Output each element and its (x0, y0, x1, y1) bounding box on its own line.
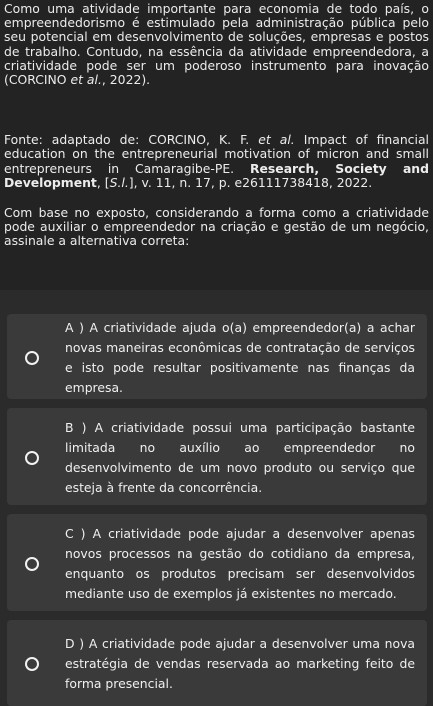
source-paragraph (4, 133, 429, 190)
source-etal: et al. (258, 132, 295, 148)
question-statement (0, 0, 433, 290)
option-a-text (65, 318, 415, 398)
source-journal: Research, Society and Development (4, 160, 429, 190)
answer-options (0, 290, 433, 706)
option-c-letter: C ) (65, 525, 86, 541)
source-details: ], v. 11, n. 17, p. e26111738418, 2022. (128, 174, 373, 190)
option-b[interactable] (7, 408, 427, 505)
option-d-letter: D ) (65, 636, 85, 651)
option-c[interactable] (7, 514, 427, 611)
context-etal: et al. (70, 72, 102, 88)
source-sl: S.l. (109, 174, 129, 190)
context-paragraph (4, 2, 429, 87)
question-prompt: Com base no exposto, considerando a forma como a criatividade pode auxiliar o empreendedor na criação e gestão de um negócio, assinale a alternativa correta: (4, 205, 429, 249)
option-c-label: A criatividade pode ajudar a desenvolver apenas novos processos na gestão do cotidiano da empresa, enquanto os produtos precisam ser desenvolvidos mediante uso de exemplos já existentes no mercado. (65, 525, 415, 601)
option-b-letter: B ) (65, 419, 87, 435)
option-a-label: A criatividade ajuda o(a) empreendedor(a) a achar novas maneiras econômicas de contratação de serviços e isto pode resultar positivamente nas finanças da empresa. (65, 319, 415, 395)
option-c-text (65, 524, 415, 604)
option-b-label: A criatividade possui uma participação bastante limitada no auxílio ao empreendedor no desenvolvimento de um novo produto ou serviço que esteja à frente da concorrência. (65, 419, 415, 495)
context-end: , 2022). (101, 72, 151, 88)
option-d-label: A criatividade pode ajudar a desenvolver uma nova estratégia de vendas reservada ao marketing feito de forma presencial. (65, 636, 415, 691)
option-a-letter: A ) (65, 319, 84, 335)
radio-circle-icon[interactable] (25, 351, 39, 365)
option-d-text (65, 634, 415, 694)
radio-circle-icon[interactable] (25, 451, 39, 465)
option-a[interactable] (7, 314, 427, 399)
source-title: Impact of financial education on the entrepreneurial motivation of micron and small entrepreneurs in Camaragibe-PE. (4, 132, 429, 176)
option-d[interactable] (7, 620, 427, 706)
radio-circle-icon[interactable] (25, 657, 39, 671)
radio-circle-icon[interactable] (25, 557, 39, 571)
option-b-text (65, 418, 415, 498)
source-sep: , [ (96, 174, 110, 190)
context-text: Como uma atividade importante para economia de todo país, o empreendedorismo é estimulado pela administração pública pelo seu potencial em desenvolvimento de soluções, empresas e postos de trabalho. Contudo, na essência da atividade empreendedora, a criatividade pode ser um poderoso instrumento para inovação (CORCINO (4, 1, 429, 88)
source-authors: Fonte: adaptado de: CORCINO, K. F. (4, 132, 259, 148)
